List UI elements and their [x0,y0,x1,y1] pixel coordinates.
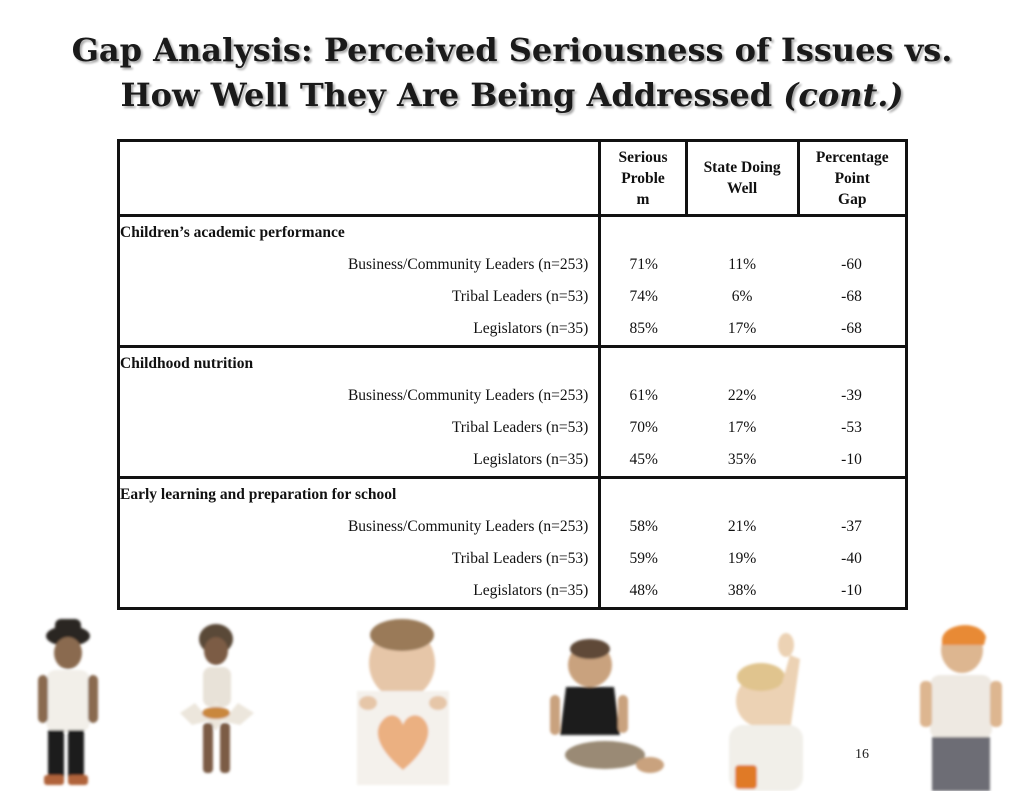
header-row [119,141,907,216]
row-state: 19% [727,550,757,567]
table-row [119,575,907,609]
header-serious-line: Serious [618,148,668,166]
table-body [119,141,907,609]
row-state: 21% [727,518,757,535]
child-photo-flower [180,624,254,773]
header-serious-problem [600,141,686,216]
table-row [119,444,907,478]
row-group: Tribal Leaders (n=53) [451,419,589,436]
child-photo-orange-hat [920,625,1002,791]
row-gap: -37 [841,518,862,535]
header-percentage-point-gap [798,141,906,216]
child-photo-heart [357,619,449,785]
row-state: 35% [686,444,798,478]
section-row [119,216,907,250]
row-serious: 48% [600,575,686,609]
title-line-1: Gap Analysis: Perceived Seriousness of Issues vs. [71,31,953,69]
table-row [119,281,907,313]
table-row [119,412,907,444]
child-photo-raised-hand [729,633,803,791]
row-state: 38% [727,582,757,599]
row-group: Business/Community Leaders (n=253) [347,518,589,535]
row-gap: -68 [798,313,906,347]
child-photo-sitting [550,639,664,773]
row-state: 11% [728,256,757,273]
table-row [119,380,907,412]
row-state: 6% [731,288,753,305]
row-serious: 61% [600,380,686,412]
row-group: Legislators (n=35) [119,444,600,478]
title-line-2-text: How Well They Are Being Addressed [120,76,773,114]
section-row [119,347,907,381]
row-serious: 74% [600,281,686,313]
section-blank [600,478,907,512]
row-state: 22% [727,387,757,404]
row-gap: -60 [841,256,862,273]
row-group: Business/Community Leaders (n=253) [347,387,589,404]
row-group: Business/Community Leaders (n=253) [347,256,589,273]
row-serious: 71% [600,249,686,281]
table-row [119,313,907,347]
header-gap-line: Point [834,169,870,187]
row-gap: -68 [841,288,862,305]
row-gap: -40 [841,550,862,567]
header-serious-line: Proble [621,169,665,187]
header-state-line: Well [727,180,758,197]
slide-title [0,28,1024,118]
header-serious-line: m [636,190,650,208]
row-serious: 70% [600,412,686,444]
section-blank [600,216,907,250]
title-cont: (cont.) [783,76,904,114]
title-line-2 [0,73,1024,118]
row-gap: -53 [841,419,862,436]
table-row [119,249,907,281]
row-group: Tribal Leaders (n=53) [451,550,589,567]
row-serious: 58% [600,511,686,543]
row-serious: 85% [600,313,686,347]
header-gap-line: Gap [838,190,867,208]
children-photo-strip [0,615,1024,791]
row-gap: -10 [841,582,862,599]
section-row [119,478,907,512]
header-gap-line: Percentage [815,148,889,166]
row-serious: 45% [600,444,686,478]
row-gap: -10 [798,444,906,478]
row-group: Legislators (n=35) [119,313,600,347]
row-group: Legislators (n=35) [473,582,589,599]
header-state-line: State Doing [703,159,781,176]
table-row [119,511,907,543]
section-blank [600,347,907,381]
header-state-doing-well [686,141,798,216]
row-gap: -39 [841,387,862,404]
header-blank [119,141,600,216]
row-state: 17% [727,419,757,436]
table-row [119,543,907,575]
page-number: 16 [855,747,869,762]
section-title: Children’s academic performance [120,224,345,241]
gap-analysis-table [117,139,908,610]
child-photo-hat [38,619,98,785]
row-serious: 59% [600,543,686,575]
row-state: 17% [686,313,798,347]
section-title: Early learning and preparation for school [120,486,397,503]
section-title: Childhood nutrition [120,355,254,372]
row-group: Tribal Leaders (n=53) [451,288,589,305]
